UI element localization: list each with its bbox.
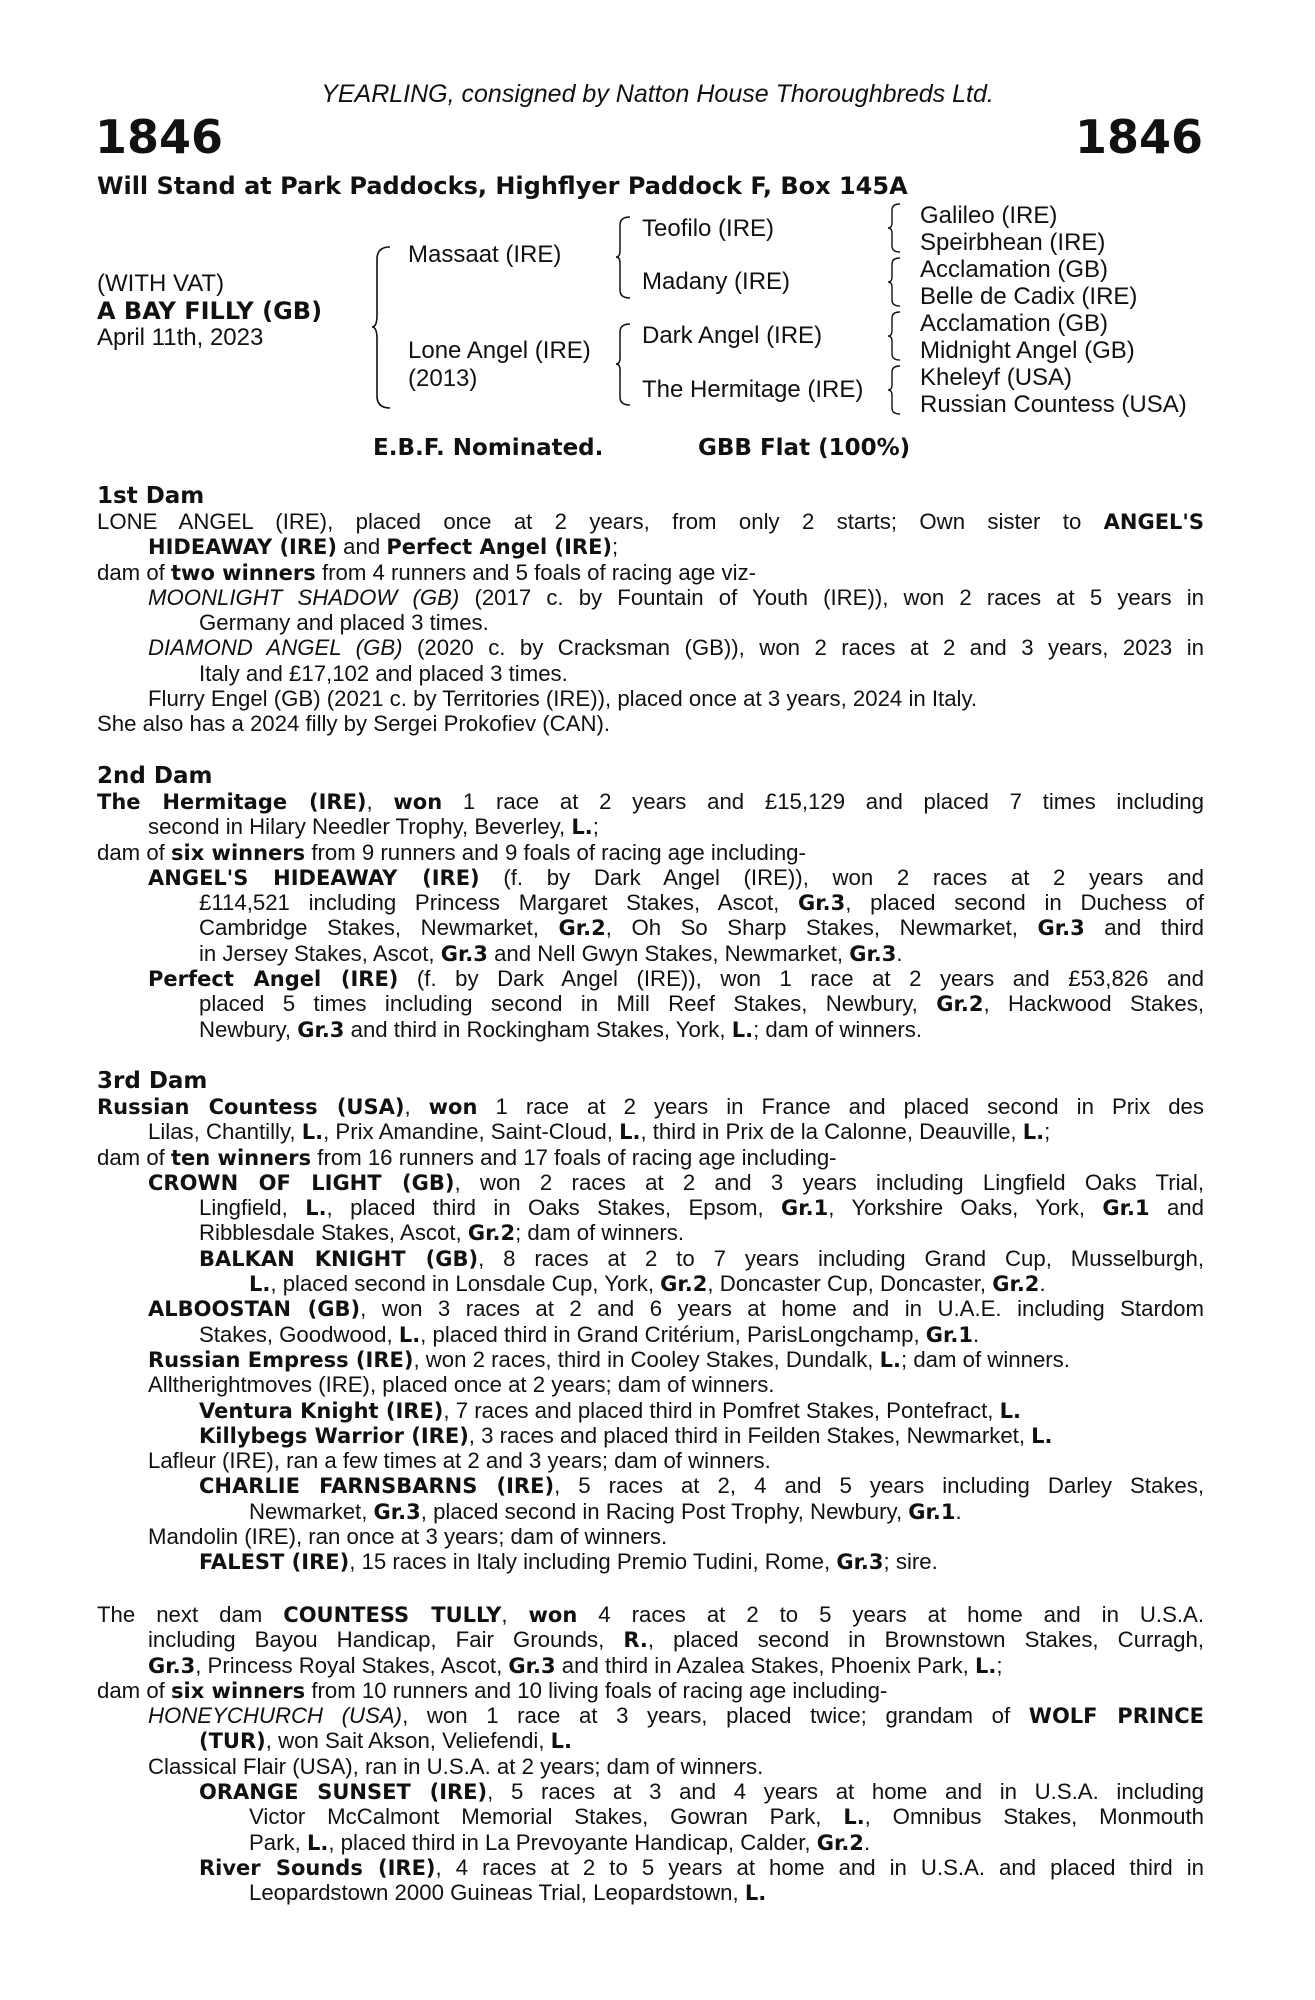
bold-text: L. [305,1196,327,1221]
entry-line [97,686,1204,711]
entry-line [97,1549,1204,1574]
bold-text: ANGEL'S HIDEAWAY (IRE) [148,865,480,890]
bold-text: Gr.3 [373,1499,421,1524]
text-run: ; dam of winners. [900,1346,1070,1372]
bold-text: Gr.3 [849,941,897,966]
text-run: , 5 races at 2, 4 and 5 years including Darley Stakes, [554,1473,1204,1499]
entry-line [97,1423,1204,1448]
text-run: Lafleur (IRE), ran a few times at 2 and 3 years; dam of winners. [148,1448,771,1474]
text-run: , won 2 races, third in Cooley Stakes, Dundalk, [413,1346,880,1372]
text-run: , 3 races and placed third in Feilden Stakes, Newmarket, [468,1422,1032,1448]
horse-name: A BAY FILLY (GB) [97,297,323,325]
bold-text: Gr.3 [148,1653,196,1678]
text-run: , placed third in La Prevoyante Handicap, Calder, [328,1829,817,1855]
section-heading: 1st Dam [97,483,205,509]
text-run: including Bayou Handicap, Fair Grounds, [148,1627,624,1653]
brace-dd [886,364,902,416]
brace-ss [886,202,902,254]
text-run: Lilas, Chantilly, [148,1119,302,1145]
entry-line [97,1728,1204,1753]
text-run: dam of [97,559,171,585]
text-run: , placed third in Grand Critérium, ParisLongchamp, [420,1321,926,1347]
text-run: , 5 races at 3 and 4 years at home and in U.S.A. including [487,1779,1205,1805]
stand-location: Will Stand at Park Paddocks, Highflyer Paddock F, Box 145A [97,172,908,200]
text-run: , Yorkshire Oaks, York, [828,1195,1103,1221]
bold-text: R. [623,1628,648,1653]
bold-text: L. [550,1729,573,1754]
bold-text: ten winners [171,1145,312,1170]
bold-text: Gr.2 [660,1272,708,1297]
text-run: , Princess Royal Stakes, Ascot, [195,1652,509,1678]
text-run: Flurry Engel (GB) (2021 c. by Territories (IRE)), placed once at 3 years, 2024 in Italy. [148,686,978,712]
text-run: . [973,1321,980,1347]
text-run: dam of [97,1677,171,1703]
entry-line [97,1830,1204,1855]
entry-line [97,1271,1204,1296]
sire-dam: Madany (IRE) [642,268,791,295]
bold-text: Gr.3 [297,1017,345,1042]
bold-text: L. [249,1272,271,1297]
brace-sd [886,256,902,308]
bold-text: CHARLIE FARNSBARNS (IRE) [199,1474,555,1499]
dam-dam-dam: Russian Countess (USA) [920,391,1187,418]
text-run: , 8 races at 2 to 7 years including Grand Cup, Musselburgh, [478,1245,1204,1271]
entry-line [97,1094,1204,1119]
text-run: Stakes, Goodwood, [199,1321,399,1347]
entry-line [97,1602,1204,1627]
text-run: 1 race at 2 years in France and placed second in Prix des [477,1094,1204,1119]
entry-line [97,1347,1204,1372]
dam-year: (2013) [408,365,478,392]
bold-text: L. [1022,1120,1045,1145]
dam-sire-sire: Acclamation (GB) [920,310,1109,337]
text-run: Classical Flair (USA), ran in U.S.A. at 2 years; dam of winners. [148,1753,764,1779]
text-run: , won 3 races at 2 and 6 years at home and in U.A.E. including Stardom [360,1296,1204,1322]
entry-line [97,840,1204,865]
bold-text: won [428,1095,478,1119]
sire: Massaat (IRE) [408,241,562,268]
bold-text: BALKAN KNIGHT (GB) [199,1246,479,1271]
entry-line [97,991,1204,1016]
entry-line [97,1017,1204,1042]
text-run: Alltherightmoves (IRE), placed once at 2 years; dam of winners. [148,1372,775,1398]
text-run: (f. by Dark Angel (IRE)), won 2 races at 2 years and [479,864,1204,890]
bold-text: River Sounds (IRE) [199,1855,436,1880]
text-run: and third in Rockingham Stakes, York, [344,1016,732,1042]
entry-line [97,1195,1204,1220]
text-run: , won 2 races at 2 and 3 years including Lingfield Oaks Trial, [454,1169,1204,1195]
text-run: , 7 races and placed third in Pomfret Stakes, Pontefract, [443,1397,1000,1423]
text-run: placed 5 times including second in Mill Reef Stakes, Newbury, [199,991,937,1017]
text-run: Park, [249,1829,307,1855]
entry-line [97,1322,1204,1347]
text-run: Italy and £17,102 and placed 3 times. [199,660,568,686]
entry-line [97,1703,1204,1728]
bold-text: Gr.3 [798,891,846,916]
next-dam-section [97,1602,1204,1906]
bold-text: Gr.2 [467,1221,516,1246]
entry-line [97,1653,1204,1678]
text-run: from 4 runners and 5 foals of racing age viz- [315,559,757,585]
bold-text: two winners [171,560,316,585]
text-run: ; dam of winners. [753,1016,923,1042]
text-run: . [955,1498,962,1524]
bold-text: Ventura Knight (IRE) [199,1398,444,1423]
italic-text: MOONLIGHT SHADOW (GB) [148,584,460,610]
text-run: and [1149,1195,1204,1221]
bold-text: six winners [171,1678,306,1703]
bold-text: Gr.2 [558,916,606,941]
bold-text: CROWN OF LIGHT (GB) [148,1170,455,1195]
text-run: Germany and placed 3 times. [199,610,489,636]
text-run: ; sire. [883,1549,938,1575]
italic-text: HONEYCHURCH (USA) [148,1703,403,1729]
entry-line [97,1804,1204,1829]
text-run: LONE ANGEL (IRE), placed once at 2 years, from only 2 starts; Own sister to [97,509,1104,534]
text-run: She also has a 2024 filly by Sergei Prokofiev (CAN). [97,711,611,737]
entry-line [97,1220,1204,1245]
second-dam-lines [97,789,1204,1042]
bold-text: Russian Empress (IRE) [148,1347,414,1372]
text-run: . [863,1829,871,1855]
text-run: second in Hilary Needler Trophy, Beverley, [148,814,572,840]
text-run: . [896,940,903,966]
text-run: dam of [97,1144,171,1170]
text-run: (f. by Dark Angel (IRE)), won 1 race at 2 years and £53,826 and [398,966,1204,992]
text-run: Newbury, [199,1016,298,1042]
bold-text: Gr.1 [908,1499,956,1524]
entry-line [97,1678,1204,1703]
bold-text: FALEST (IRE) [199,1550,350,1575]
entry-line [97,610,1204,635]
entry-line [97,1627,1204,1652]
text-run: , Doncaster Cup, Doncaster, [707,1271,993,1297]
second-dam-section [97,763,1204,1042]
text-run: 1 race at 2 years and £15,129 and placed 7 times including [442,789,1204,814]
text-run: dam of [97,839,171,865]
entry-line [97,1448,1204,1473]
entry-line [97,534,1204,559]
text-run: ; [592,814,599,840]
text-run: and third in Azalea Stakes, Phoenix Park, [555,1652,975,1678]
text-run: Victor McCalmont Memorial Stakes, Gowran Park, [249,1804,844,1830]
text-run: ; dam of winners. [515,1220,685,1246]
text-run: and [336,534,387,560]
text-run: , won 1 race at 3 years, placed twice; grandam of [402,1703,1029,1729]
brace-main [370,245,392,410]
entry-line [97,1119,1204,1144]
entry-line [97,1779,1204,1804]
entry-line [97,509,1204,534]
entry-line [97,865,1204,890]
entry-line [97,635,1204,660]
brace-ds [886,310,902,362]
bold-text: Gr.3 [508,1653,556,1678]
bold-text: L. [879,1347,901,1372]
text-run: (2020 c. by Cracksman (GB)), won 2 races at 2 and 3 years, 2023 in [402,635,1204,661]
bold-text: The Hermitage (IRE) [97,790,367,814]
ebf-nomination: E.B.F. Nominated. [373,435,604,461]
consignor-line: YEARLING, consigned by Natton House Thoroughbreds Ltd. [321,80,994,108]
text-run: , Omnibus Stakes, Monmouth [864,1804,1204,1830]
text-run: Cambridge Stakes, Newmarket, [199,915,559,941]
dam-dam: The Hermitage (IRE) [642,376,864,403]
entry-line [97,1754,1204,1779]
dam-sire: Dark Angel (IRE) [642,322,823,349]
bold-text: Russian Countess (USA) [97,1095,405,1119]
bold-text: L. [731,1017,754,1042]
bold-text: ORANGE SUNSET (IRE) [199,1780,488,1805]
sire-sire-sire: Galileo (IRE) [920,202,1058,229]
entry-line [97,789,1204,814]
text-run: Leopardstown 2000 Guineas Trial, Leopardstown, [249,1880,745,1906]
text-run: Mandolin (IRE), ran once at 3 years; dam of winners. [148,1524,668,1550]
bold-text: Gr.2 [816,1830,864,1855]
foaling-date: April 11th, 2023 [97,324,264,351]
entry-line [97,814,1204,839]
bold-text: L. [843,1805,865,1830]
text-run: , Oh So Sharp Stakes, Newmarket, [605,915,1038,941]
first-dam-lines [97,509,1204,737]
text-run: 4 races at 2 to 5 years at home and in U.S.A. [577,1602,1204,1627]
bold-text: L. [301,1120,324,1145]
entry-line [97,1855,1204,1880]
bold-text: ANGEL'S [1103,510,1204,534]
text-run: , [366,789,394,814]
entry-line [97,661,1204,686]
text-run: , placed second in Racing Post Trophy, Newbury, [420,1498,909,1524]
bold-text: HIDEAWAY (IRE) [148,535,337,560]
text-run: ; [996,1652,1003,1678]
entry-line [97,1170,1204,1195]
entry-line [97,1296,1204,1321]
bold-text: L. [974,1653,997,1678]
bold-text: L. [571,815,593,840]
vat-note: (WITH VAT) [97,270,225,297]
bold-text: Gr.1 [781,1196,829,1221]
entry-line [97,1246,1204,1271]
sire-dam-sire: Acclamation (GB) [920,256,1109,283]
bold-text: ALBOOSTAN (GB) [148,1297,361,1322]
bold-text: COUNTESS TULLY [283,1603,502,1627]
bold-text: Gr.2 [936,992,984,1017]
brace-dam [614,322,632,407]
bold-text: L. [398,1322,421,1347]
bold-text: Gr.3 [1037,916,1085,941]
text-run: from 16 runners and 17 foals of racing age including- [311,1144,837,1170]
entry-line [97,890,1204,915]
text-run: ; [1044,1119,1051,1145]
third-dam-section [97,1068,1204,1575]
first-dam-section [97,483,1204,737]
bold-text: Gr.2 [992,1272,1040,1297]
sire-sire: Teofilo (IRE) [642,215,775,242]
bold-text: won [528,1603,578,1627]
bold-text: Gr.3 [440,941,488,966]
lot-number-right: 1846 [1074,110,1203,164]
text-run: , third in Prix de la Calonne, Deauville, [640,1119,1023,1145]
brace-sire [614,215,632,300]
text-run: (2017 c. by Fountain of Youth (IRE)), won 2 races at 5 years in [459,584,1204,610]
text-run: The next dam [97,1602,284,1627]
text-run: ; [612,534,619,560]
bold-text: L. [999,1398,1021,1423]
entry-line [97,966,1204,991]
text-run: , Prix Amandine, Saint-Cloud, [323,1119,620,1145]
section-heading: 3rd Dam [97,1068,208,1094]
dam-sire-dam: Midnight Angel (GB) [920,337,1135,364]
bold-text: L. [744,1881,767,1906]
entry-line [97,941,1204,966]
bold-text: Perfect Angel (IRE) [148,967,399,992]
bold-text: Perfect Angel (IRE) [386,535,613,560]
text-run: , won Sait Akson, Veliefendi, [265,1728,551,1754]
bold-text: Killybegs Warrior (IRE) [199,1423,469,1448]
text-run: , [404,1094,429,1119]
entry-line [97,915,1204,940]
text-run: from 10 runners and 10 living foals of racing age including- [305,1677,888,1703]
bold-text: Gr.1 [1102,1196,1150,1221]
text-run: Newmarket, [249,1498,374,1524]
bold-text: L. [306,1830,329,1855]
bold-text: L. [1031,1423,1053,1448]
text-run: , 4 races at 2 to 5 years at home and in U.S.A. and placed third in [435,1854,1204,1880]
entry-line [97,711,1204,736]
sire-sire-dam: Speirbhean (IRE) [920,229,1106,256]
text-run: . [1039,1271,1046,1297]
italic-text: DIAMOND ANGEL (GB) [148,635,403,661]
entry-line [97,585,1204,610]
entry-line [97,560,1204,585]
entry-line [97,1398,1204,1423]
bold-text: L. [619,1120,641,1145]
dam-dam-sire: Kheleyf (USA) [920,364,1073,391]
entry-line [97,1880,1204,1905]
bold-text: won [393,790,443,814]
bold-text: Gr.1 [925,1322,973,1347]
text-run: Lingfield, [199,1195,306,1221]
text-run: Ribblesdale Stakes, Ascot, [199,1220,468,1246]
text-run: , Hackwood Stakes, [983,991,1204,1017]
text-run: from 9 runners and 9 foals of racing age including- [305,839,806,865]
bold-text: WOLF PRINCE [1028,1704,1205,1729]
entry-line [97,1499,1204,1524]
text-run: , 15 races in Italy including Premio Tudini, Rome, [349,1549,837,1575]
bold-text: six winners [171,840,306,865]
text-run: £114,521 including Princess Margaret Stakes, Ascot, [199,890,799,916]
text-run: in Jersey Stakes, Ascot, [199,940,441,966]
next-dam-lines [97,1602,1204,1906]
lot-number-left: 1846 [95,110,224,164]
third-dam-lines [97,1094,1204,1575]
entry-line [97,1524,1204,1549]
entry-line [97,1145,1204,1170]
text-run: , placed second in Duchess of [845,890,1205,916]
dam: Lone Angel (IRE) [408,337,591,364]
entry-line [97,1372,1204,1397]
text-run: and third [1084,915,1204,941]
text-run: , placed second in Lonsdale Cup, York, [270,1271,661,1297]
section-heading: 2nd Dam [97,763,213,789]
gbb-nomination: GBB Flat (100%) [698,435,911,461]
entry-line [97,1473,1204,1498]
bold-text: (TUR) [199,1729,266,1754]
bold-text: Gr.3 [836,1550,884,1575]
text-run: , placed second in Brownstown Stakes, Curragh, [647,1627,1205,1653]
text-run: , [501,1602,529,1627]
sire-dam-dam: Belle de Cadix (IRE) [920,283,1138,310]
text-run: , placed third in Oaks Stakes, Epsom, [326,1195,782,1221]
text-run: and Nell Gwyn Stakes, Newmarket, [487,940,850,966]
